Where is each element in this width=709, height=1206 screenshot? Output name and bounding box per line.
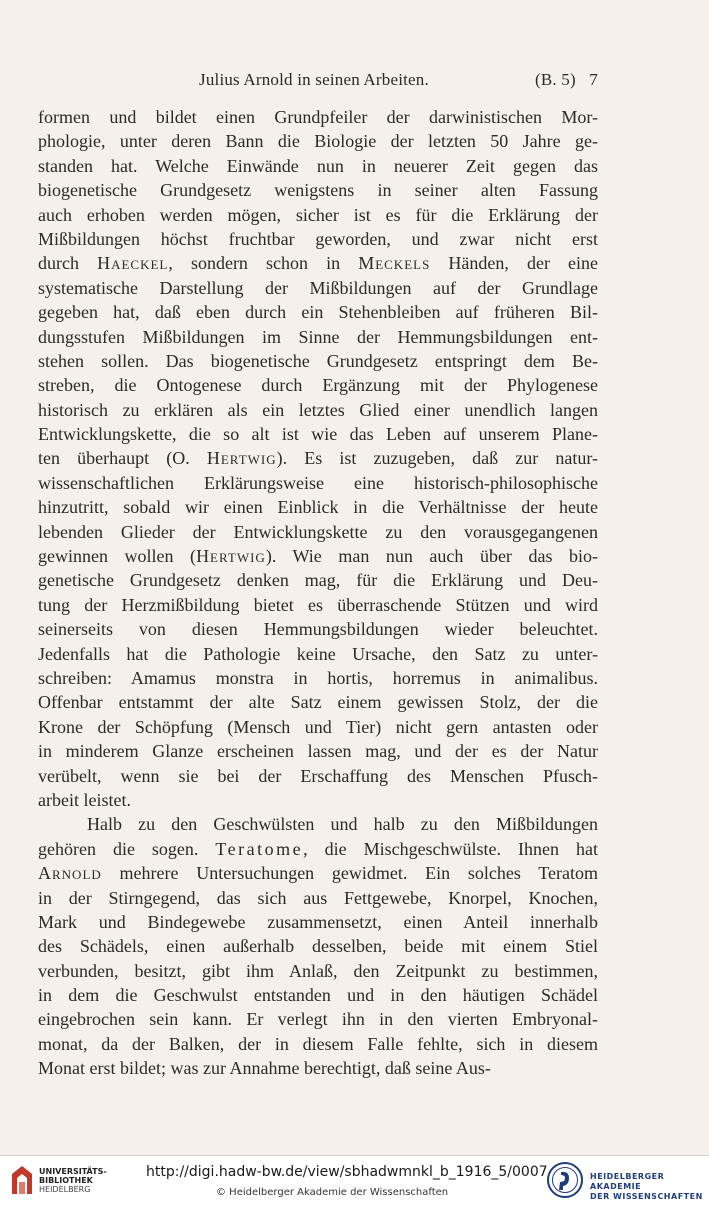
text-line: verübelt, wenn sie bei der Erschaffung des Menschen Pfusch- xyxy=(38,765,598,786)
author-name: Arnold xyxy=(38,863,102,884)
text-line: Mark und Bindegewebe zusammensetzt, einen Anteil innerhalb xyxy=(38,911,598,932)
text-line: streben, die Ontogenese durch Ergänzung mit der Phylogenese xyxy=(38,375,598,396)
text-line: standen hat. Welche Einwände nun in neuerer Zeit gegen das xyxy=(38,155,598,176)
permalink-url[interactable]: http://digi.hadw-bw.de/view/sbhadwmnkl_b_1916_5/0007 xyxy=(146,1164,548,1180)
text-line: Entwicklungskette, die so alt ist wie das Leben auf unserem Plane- xyxy=(38,424,598,445)
text-line: Krone der Schöpfung (Mensch und Tier) nicht gern antasten oder xyxy=(38,716,598,737)
text-line: Halb zu den Geschwülsten und halb zu den Mißbildungen xyxy=(87,814,598,835)
section-reference: (B. 5) xyxy=(535,70,576,89)
text-line: biogenetische Grundgesetz wenigstens in seiner alten Fassung xyxy=(38,180,598,201)
academy-name: HEIDELBERGER AKADEMIE DER WISSENSCHAFTEN xyxy=(590,1172,703,1201)
text-line: in der Stirngegend, das sich aus Fettgewebe, Knorpel, Knochen, xyxy=(38,887,598,908)
text-line: Jedenfalls hat die Pathologie keine Ursache, den Satz zu unter- xyxy=(38,643,598,664)
text-line: arbeit leistet. xyxy=(38,789,131,810)
paragraph-1 xyxy=(38,105,598,812)
text-line: seinerseits von diesen Hemmungsbildungen wieder beleuchtet. xyxy=(38,619,598,640)
digitization-footer xyxy=(0,1155,709,1206)
text-line: stehen sollen. Das biogenetische Grundgesetz entspringt dem Be- xyxy=(38,350,598,371)
text-line: des Schädels, einen außerhalb desselben, beide mit einem Stiel xyxy=(38,936,598,957)
text-line: verbunden, besitzt, gibt ihm Anlaß, den Zeitpunkt zu bestimmen, xyxy=(38,960,598,981)
running-header xyxy=(38,70,598,92)
author-name: Haeckel xyxy=(97,253,169,274)
university-library-logo-icon xyxy=(9,1164,35,1196)
text-line: gewinnen wollen (Hertwig). Wie man nun auch über das bio- xyxy=(38,546,599,567)
text-line: eingebrochen sein kann. Er verlegt ihn in den vierten Embryonal- xyxy=(38,1009,598,1030)
emphasized-term: Teratome xyxy=(215,838,304,859)
text-line: in minderem Glanze erscheinen lassen mag, und der es der Natur xyxy=(38,741,598,762)
text-line: auch erhoben werden mögen, sicher ist es für die Erklärung der xyxy=(38,204,598,225)
paragraph-2 xyxy=(38,812,598,1080)
text-line: Monat erst bildet; was zur Annahme berechtigt, daß seine Aus- xyxy=(38,1058,491,1079)
text-line: hinzutritt, sobald wir einen Einblick in die Verhältnisse der heute xyxy=(38,497,598,518)
text-line: ten überhaupt (O. Hertwig). Es ist zuzugeben, daß zur natur- xyxy=(38,448,598,469)
text-line: formen und bildet einen Grundpfeiler der darwinistischen Mor- xyxy=(38,107,598,127)
text-line: systematische Darstellung der Mißbildungen auf der Grundlage xyxy=(38,277,598,298)
page-number: 7 xyxy=(589,70,598,89)
text-line: monat, da der Balken, der in diesem Falle fehlte, sich in diesem xyxy=(38,1033,598,1054)
text-line: genetische Grundgesetz denken mag, für die Erklärung und Deu- xyxy=(38,570,598,591)
text-line: schreiben: Amamus monstra in hortis, horremus in animalibus. xyxy=(38,667,598,688)
text-line: Offenbar entstammt der alte Satz einem gewissen Stolz, der die xyxy=(38,692,598,713)
text-line: in dem die Geschwulst entstanden und in den häutigen Schädel xyxy=(38,985,598,1006)
author-name: Hertwig xyxy=(206,448,277,469)
text-line: wissenschaftlichen Erklärungsweise eine historisch-philosophische xyxy=(38,472,598,493)
text-line: tung der Herzmißbildung bietet es überraschende Stützen und wird xyxy=(38,594,598,615)
text-line: phologie, unter deren Bann die Biologie der letzten 50 Jahre ge- xyxy=(38,131,598,152)
text-line: dungsstufen Mißbildungen im Sinne der Hemmungsbildungen ent- xyxy=(38,326,598,347)
text-line: historisch zu erklären als ein letztes Glied einer unendlich langen xyxy=(38,399,598,420)
text-line: Mißbildungen höchst fruchtbar geworden, und zwar nicht erst xyxy=(38,228,598,249)
text-line: lebenden Glieder der Entwicklungskette zu den vorausgegangenen xyxy=(38,521,598,542)
author-name: Meckels xyxy=(358,253,431,274)
academy-seal-icon xyxy=(547,1162,583,1198)
text-line: durch Haeckel, sondern schon in Meckels Händen, der eine xyxy=(38,253,599,274)
text-line: gehören die sogen. Teratome, die Mischgeschwülste. Ihnen hat xyxy=(38,838,598,859)
body-text xyxy=(38,105,598,1081)
running-title: Julius Arnold in seinen Arbeiten. xyxy=(199,70,429,89)
text-line: gegeben hat, daß eben durch ein Stehenbleiben auf früheren Bil- xyxy=(38,302,598,323)
author-name: Hertwig xyxy=(196,546,266,567)
university-library-name: UNIVERSITÄTS- BIBLIOTHEK HEIDELBERG xyxy=(39,1167,107,1194)
text-line: Arnold mehrere Untersuchungen gewidmet. Ein solches Teratom xyxy=(38,863,598,884)
copyright-notice: © Heidelberger Akademie der Wissenschaften xyxy=(216,1187,449,1198)
